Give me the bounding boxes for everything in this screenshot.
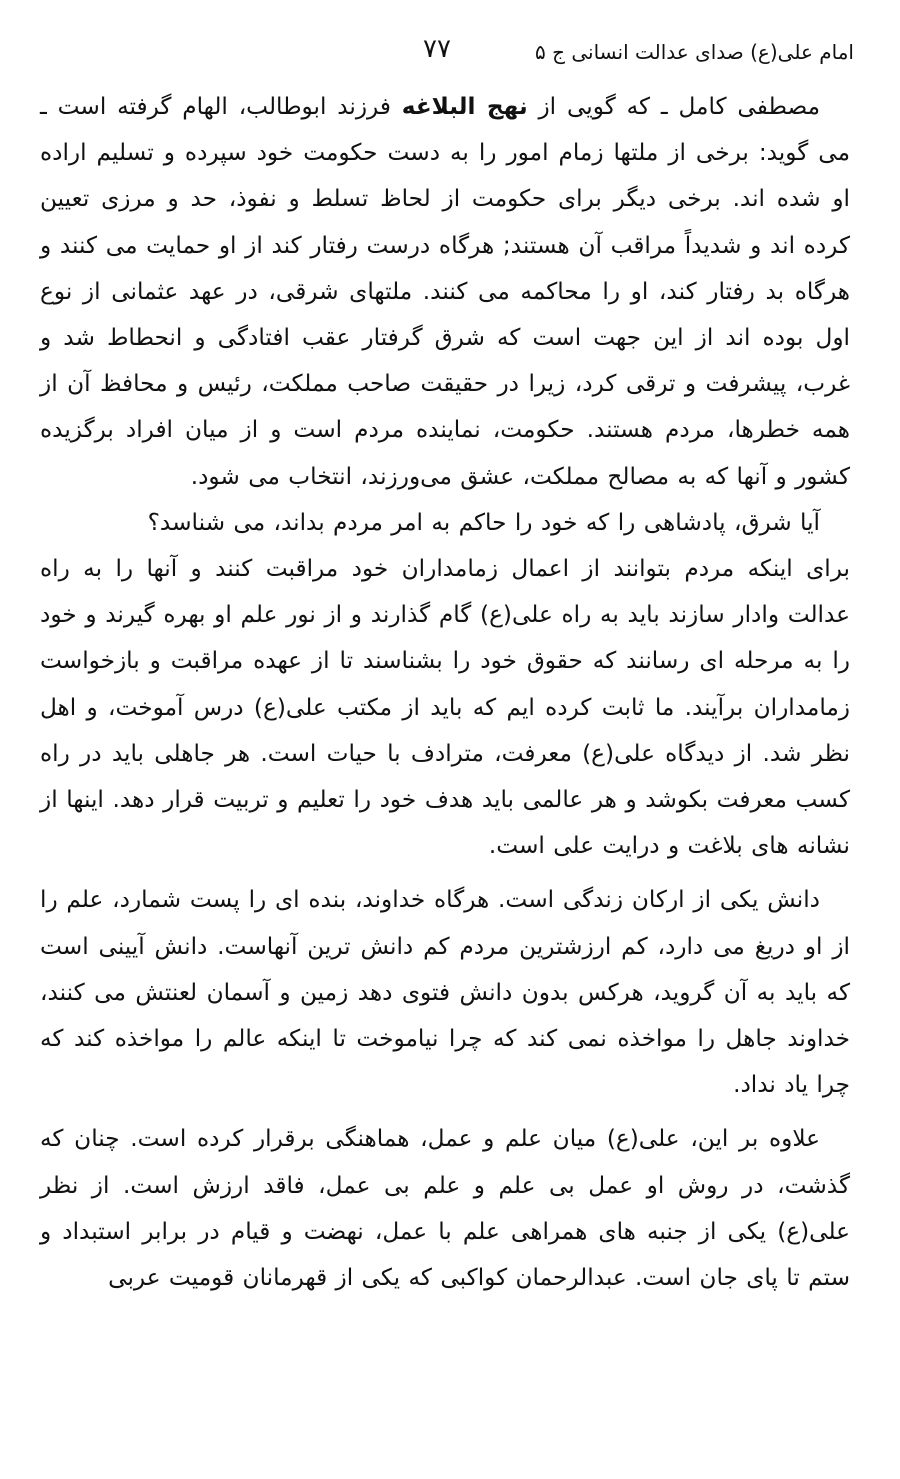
body-text [40,84,850,1301]
paragraph-5: علاوه بر این، علی(ع) میان علم و عمل، هماهنگی برقرار کرده است. چنان که گذشت، در روش او عمل بی علم و علم بی عمل، فاقد ارزش است. از نظر علی(ع) یکی از جنبه های همراهی علم با عمل، نهضت و قیام در برابر استبداد و ستم تا پای جان است. عبدالرحمان کواکبی که یکی از قهرمانان قومیت عربی [40,1125,850,1292]
paragraph-1 [40,84,850,500]
paragraph-1-rest: فرزند ابوطالب، الهام گرفته است ـ می گوید: برخی از ملتها زمام امور را به دست حکومت خود سپرده و تسلیم اراده او شده اند. برخی دیگر برای حکومت از لحاظ تسلط و نفوذ، حد و مرزی تعیین کرده اند و شدیداً مراقب آن هستند; هرگاه درست رفتار کند از او حمایت می کنند و هرگاه بد رفتار کند، او را محاکمه می کنند. ملتهای شرقی، در عهد عثمانی از نوع اول بوده اند از این جهت است که شرق گرفتار عقب افتادگی و انحطاط شد و غرب، پیشرفت و ترقی کرد، زیرا در حقیقت صاحب مملکت، رئیس و محافظ آن از همه خطرها، مردم هستند. حکومت، نماینده مردم است و از میان افراد برگزیده کشور و آنها که به مصالح مملکت، عشق می‌ورزند، انتخاب می شود. [40,93,850,490]
paragraph-3: برای اینکه مردم بتوانند از اعمال زمامداران خود مراقبت کنند و آنها را به راه عدالت وادار سازند باید به راه علی(ع) گام گذارند و از نور علم او بهره گیرند و خود را به مرحله ای رسانند که حقوق خود را بشناسند تا از عهده مراقبت و بازخواست زمامداران برآیند. ما ثابت کرده ایم که باید از مکتب علی(ع) درس آموخت، و اهل نظر شد. از دیدگاه علی(ع) معرفت، مترادف با حیات است. هر جاهلی باید در راه کسب معرفت بکوشد و هر عالمی باید هدف خود را تعلیم و تربیت قرار دهد. اینها از نشانه های بلاغت و درایت علی است. [40,555,850,860]
page-header [40,34,854,74]
running-title: امام علی(ع) صدای عدالت انسانی ج ۵ [534,40,854,64]
paragraph-4: دانش یکی از ارکان زندگی است. هرگاه خداوند، بنده ای را پست شمارد، علم را از او دریغ می دارد، کم ارزشترین مردم کم دانش ترین آنهاست. دانش آیینی است که باید به آن گروید، هرکس بدون دانش فتوی دهد زمین و آسمان لعنتش می کنند، خداوند جاهل را مواخذه نمی کند که چرا نیاموخت تا اینکه عالم را مواخذه کند که چرا یاد نداد. [40,886,850,1099]
paragraph-1-lead: مصطفی کامل ـ که گویی از [527,93,820,120]
paragraph-2: آیا شرق، پادشاهی را که خود را حاکم به امر مردم بداند، می شناسد؟ [147,508,820,536]
book-title-nahj-al-balagha: نهج البلاغه [401,93,528,120]
page-number: ۷۷ [423,34,451,64]
